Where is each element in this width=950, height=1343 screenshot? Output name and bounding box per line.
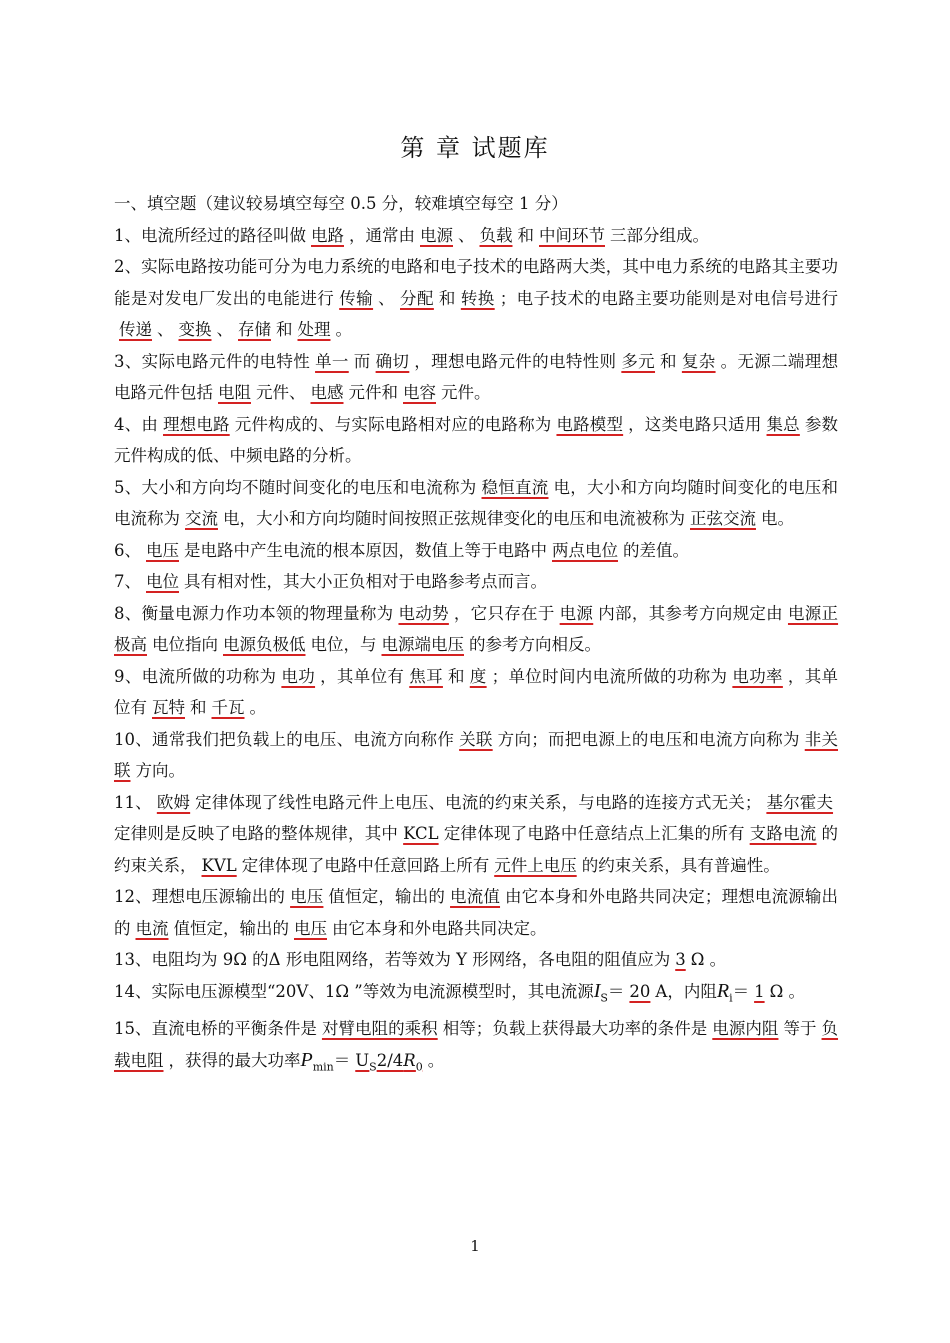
answer-blank: 处理 bbox=[297, 320, 331, 339]
subscript-min: min bbox=[312, 1060, 334, 1074]
answer-blank: 瓦特 bbox=[152, 698, 185, 717]
subscript-s: S bbox=[600, 990, 608, 1004]
answer-formula: $U_S2/4R_0$ bbox=[355, 1050, 423, 1074]
question-12: 12、理想电压源输出的 电压 值恒定，输出的 电流值 由它本身和外电路共同决定；理想电流源输出的 电流 值恒定，输出的 电压 由它本身和外电路共同决定。 bbox=[114, 887, 839, 938]
symbol-P: P bbox=[300, 1048, 313, 1071]
question-list bbox=[114, 188, 838, 1083]
question-4: 4、由 理想电路 元件构成的、与实际电路相对应的电路称为 电路模型 ，这类电路只适用 集总 参数元件构成的低、中频电路的分析。 bbox=[114, 414, 839, 465]
subscript-i: i bbox=[729, 990, 733, 1004]
answer-blank: 电源内阻 bbox=[712, 1019, 779, 1039]
answer-blank: 电位 bbox=[146, 572, 179, 591]
answer-blank: 电路模型 bbox=[556, 414, 624, 434]
answer-blank: 理想电路 bbox=[163, 414, 230, 434]
question-5: 5、大小和方向均不随时间变化的电压和电流称为 稳恒直流 电，大小和方向均随时间变化的电压和电流称为 交流 电，大小和方向均随时间按照正弦规律变化的电压和电流被称为 正弦交流 电。 bbox=[114, 477, 838, 528]
answer-blank: 复杂 bbox=[681, 351, 716, 371]
answer-blank: 千瓦 bbox=[211, 698, 245, 717]
answer-blank: 电压 bbox=[146, 540, 179, 560]
answer-blank: 元件上电压 bbox=[494, 855, 577, 875]
answer-blank: 对臂电阻的乘积 bbox=[321, 1019, 438, 1039]
answer-blank: 非关联 bbox=[114, 729, 839, 780]
question-3: 3、实际电路元件的电特性 单一 而 确切 ，理想电路元件的电特性则 多元 和 复杂 。无源二端理想电路元件包括 电阻 元件、 电感 元件和 电容 元件。 bbox=[114, 351, 839, 402]
answer-blank: 交流 bbox=[185, 509, 218, 528]
question-10: 10、通常我们把负载上的电压、电流方向称作 关联 方向；而把电源上的电压和电流方向称为 非关联 方向。 bbox=[114, 729, 839, 780]
section-heading: 一、填空题（建议较易填空每空 0.5 分，较难填空每空 1 分） bbox=[114, 194, 568, 213]
question-15: 15、直流电桥的平衡条件是 对臂电阻的乘积 相等；负载上获得最大功率的条件是 电源内阻 等于 负载电阻 ，获得的最大功率$P_{min}= U_S2/4R_0$ 。 bbox=[114, 1019, 839, 1074]
answer-blank: 欧姆 bbox=[156, 792, 191, 812]
answer-blank: 3 bbox=[675, 950, 686, 969]
answer-blank: 电感 bbox=[310, 383, 344, 402]
answer-blank: 变换 bbox=[178, 320, 212, 339]
question-1: 1、电流所经过的路径叫做 电路 ，通常由 电源 、 负载 和 中间环节 三部分组成。 bbox=[114, 225, 709, 245]
answer-blank: 多元 bbox=[621, 351, 656, 371]
question-9: 9、电流所做的功称为 电功 ，其单位有 焦耳 和 度 ；单位时间内电流所做的功称为 电功率 ，其单位有 瓦特 和 千瓦 。 bbox=[114, 666, 839, 717]
answer-blank: 中间环节 bbox=[539, 225, 605, 245]
question-13: 13、电阻均为 9Ω 的Δ 形电阻网络，若等效为 Y 形网络，各电阻的阻值应为 3 Ω 。 bbox=[114, 950, 727, 969]
answer-blank: 电压 bbox=[290, 887, 324, 906]
symbol-R: R bbox=[716, 979, 730, 1002]
question-14: 14、实际电压源模型“20V、1Ω ”等效为电流源模型时，其电流源$I_S= 20$ A，内阻$R_i= 1$ Ω 。 bbox=[114, 979, 806, 1004]
answer-blank: KCL bbox=[403, 824, 439, 843]
question-2: 2、实际电路按功能可分为电力系统的电路和电子技术的电路两大类，其中电力系统的电路其主要功能是对发电厂发出的电能进行 传输 、 分配 和 转换 ；电子技术的电路主要功能则是对电信号进行传递 、 变换 、 存储 和 处理 。 bbox=[114, 257, 838, 339]
answer-blank: 转换 bbox=[460, 288, 495, 308]
answer-blank: 电路 bbox=[311, 225, 344, 245]
answer-blank: 焦耳 bbox=[409, 666, 443, 686]
answer-blank: 电源端电压 bbox=[381, 635, 464, 654]
answer-blank: 电源正极高 bbox=[114, 603, 839, 654]
answer-blank: 电源负极低 bbox=[223, 635, 306, 654]
answer-blank: 电源 bbox=[420, 225, 453, 245]
answer-blank: 传输 bbox=[339, 288, 374, 308]
answer-blank: 基尔霍夫 bbox=[766, 792, 834, 812]
answer-blank: KVL bbox=[201, 855, 237, 875]
page-title: 第 章 试题库 bbox=[400, 134, 550, 162]
answer-blank: 20 bbox=[629, 981, 651, 1001]
answer-blank: 电动势 bbox=[398, 603, 449, 623]
answer-blank: 传递 bbox=[119, 320, 152, 339]
answer-blank: 单一 bbox=[315, 351, 349, 371]
answer-blank: 分配 bbox=[400, 288, 434, 308]
symbol-I: I bbox=[593, 979, 601, 1002]
question-8: 8、衡量电源力作功本领的物理量称为 电动势 ，它只存在于 电源 内部，其参考方向规定由 电源正极高 电位指向 电源负极低 电位，与 电源端电压 的参考方向相反。 bbox=[114, 603, 839, 654]
answer-blank: 电功 bbox=[281, 666, 316, 686]
question-11: 11、 欧姆 定律体现了线性电路元件上电压、电流的约束关系，与电路的连接方式无关； 基尔霍夫定律则是反映了电路的整体规律，其中 KCL 定律体现了电路中任意结点上汇集的所有 支路电流 的约束关系， KVL 定律体现了电路中任意回路上所有 元件上电压 的约束关系，具有普遍性。 bbox=[114, 792, 839, 875]
answer-blank: 电功率 bbox=[732, 666, 783, 686]
answer-blank: 电流值 bbox=[450, 887, 501, 906]
answer-blank: 1 bbox=[754, 981, 765, 1001]
answer-blank: 稳恒直流 bbox=[481, 477, 549, 497]
answer-blank: 关联 bbox=[459, 729, 493, 749]
answer-blank: 电流 bbox=[135, 918, 169, 938]
answer-blank: 存储 bbox=[238, 320, 271, 339]
answer-blank: 电压 bbox=[294, 918, 327, 938]
answer-blank: 确切 bbox=[375, 351, 410, 371]
question-6: 6、 电压 是电路中产生电流的根本原因，数值上等于电路中 两点电位 的差值。 bbox=[114, 540, 689, 560]
answer-blank: 电容 bbox=[403, 383, 436, 402]
answer-blank: 集总 bbox=[766, 414, 800, 434]
answer-blank: 支路电流 bbox=[749, 824, 817, 843]
answer-blank: 正弦交流 bbox=[690, 509, 756, 528]
answer-blank: 负载电阻 bbox=[114, 1019, 839, 1070]
answer-blank: 两点电位 bbox=[552, 540, 618, 560]
answer-blank: 电阻 bbox=[218, 383, 251, 402]
answer-blank: 度 bbox=[469, 666, 487, 686]
answer-blank: 电源 bbox=[559, 603, 594, 623]
answer-blank: 负载 bbox=[479, 225, 513, 245]
question-7: 7、 电位 具有相对性，其大小正负相对于电路参考点而言。 bbox=[114, 572, 547, 591]
page-number: 1 bbox=[470, 1237, 480, 1255]
